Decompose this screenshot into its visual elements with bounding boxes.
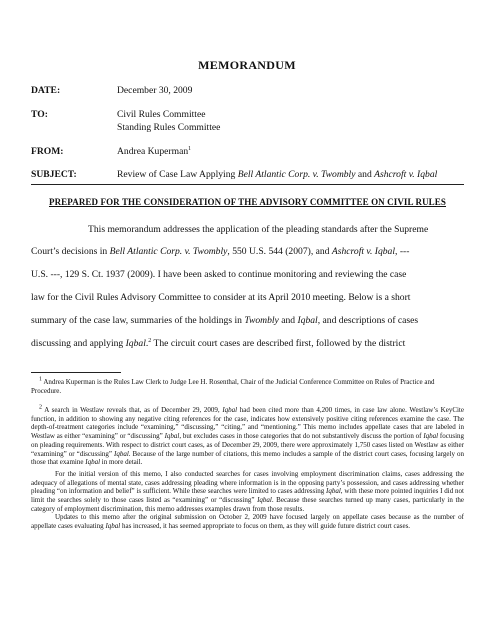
footnote-ref-1[interactable]: 1 [188,145,192,152]
from-value [117,146,191,157]
subject-case-iqbal: Ashcroft v. Iqbal [374,169,438,180]
prepared-for-heading: PREPARED FOR THE CONSIDERATION OF THE ADVISORY COMMITTEE ON CIVIL RULES [48,197,446,207]
body-line-3: U.S. ---, 129 S. Ct. 1937 (2009). I have been asked to continue monitoring and reviewing the case [31,269,407,280]
footnote-2: $^2$ A search in Westlaw reveals that, as of December 29, 2009, Iqbal had been cited more than 4,200 times, in case law alone. Westlaw’s KeyCite function, in addition to showing any negative citing references for the case, indicates how extensively positive citing references examine the case. The depth-of-treatment categories include “examining,” “discussing,” “citing,” and “mentioning.” This memo includes appellate cases that are labeled in Westlaw as either “examining” or “discussing” Iqbal, but excludes cases in those categories that do not substantively discuss the portion of Iqbal focusing on pleading requirements. With respect to district court cases, as of December 29, 2009, there were approximately 1,750 cases listed on Westlaw as either “examining” or “discussing” Iqbal. Because of the large number of citations, this memo includes a sample of the district court cases, focusing largely on those that examine Iqbal in more detail. For the initial version of this memo, I also conducted searches for cases involving employment discrimination claims, cases addressing the adequacy of allegations of mental state, cases addressing pleading where information is in the opposing party’s possession, and cases addressing whether pleading “on information and belief” is sufficient. While these searches were limited to cases addressing Iqbal, with these more pointed inquiries I did not limit the searches solely to those cases listed as “examining” or “discussing” Iqbal. Because these searches turned up many cases, particularly in the category of employment discrimination, this memo addresses examples drawn from those results. Updates to this memo after the original submission on October 2, 2009 have focused largely on appellate cases because as the number of appellate cases evaluating Iqbal has increased, it has seemed appropriate to focus on them, as they will guide future district court cases. [31,404,465,531]
subject-case-twombly: Bell Atlantic Corp. v. Twombly [237,169,356,180]
footnote-2-paragraph-3: Updates to this memo after the original submission on October 2, 2009 have focused largely on appellate cases because as the number of appellate cases evaluating Iqbal has increased, it has seemed appropriate to focus on them, as they will guide future district court cases. [31,513,464,531]
date-label: DATE: [31,85,61,96]
footnote-1-number: 1 [39,376,42,383]
subject-prefix: Review of Case Law Applying [117,169,238,180]
to-line-1: Civil Rules Committee [117,109,206,120]
subject-label: SUBJECT: [31,169,77,180]
to-line-2: Standing Rules Committee [117,122,221,133]
from-label: FROM: [31,146,64,157]
footnote-2-paragraph-2: For the initial version of this memo, I also conducted searches for cases involving employment discrimination claims, cases addressing the adequacy of allegations of mental state, cases addressing pleading where information is in the opposing party’s possession, and cases addressing whether pleading “on information and belief” is sufficient. While these searches were limited to cases addressing Iqbal, with these more pointed inquiries I did not limit the searches solely to those cases listed as “examining” or “discussing” Iqbal. Because these searches turned up many cases, particularly in the category of employment discrimination, this memo addresses examples drawn from those results. [31,469,464,513]
header-divider [31,184,464,185]
body-line-5: summary of the case law, summaries of the holdings in Twombly and Iqbal, and descriptions of cases [31,315,419,326]
footnote-1 [31,378,464,395]
subject-value [117,169,437,180]
to-label: TO: [31,109,48,120]
from-name: Andrea Kuperman [117,146,189,157]
footnote-1-text: Andrea Kuperman is the Rules Law Clerk to Judge Lee H. Rosenthal, Chair of the Judicial Conference Committee on Rules of Practice and Procedure. [31,378,435,395]
body-line-1: This memorandum addresses the application of the pleading standards after the Supreme [88,224,429,235]
date-value: December 30, 2009 [117,85,193,96]
footnote-divider [31,372,121,373]
body-line-2: Court’s decisions in Bell Atlantic Corp. v. Twombly, 550 U.S. 544 (2007), and Ashcroft v. Iqbal, --- [31,246,410,257]
footnote-ref-2[interactable]: 2 [148,337,152,344]
body-line-6: discussing and applying Iqbal.$^2$ The circuit court cases are described first, followed by the district [31,337,406,349]
case-twombly: Bell Atlantic Corp. v. Twombly [109,246,228,257]
memo-title: MEMORANDUM [198,58,296,72]
case-iqbal: Ashcroft v. Iqbal [331,246,396,257]
subject-and: and [355,169,375,180]
footnote-2-number: 2 [39,404,42,411]
body-line-4: law for the Civil Rules Advisory Committee to consider at its April 2010 meeting. Below is a short [31,292,411,303]
